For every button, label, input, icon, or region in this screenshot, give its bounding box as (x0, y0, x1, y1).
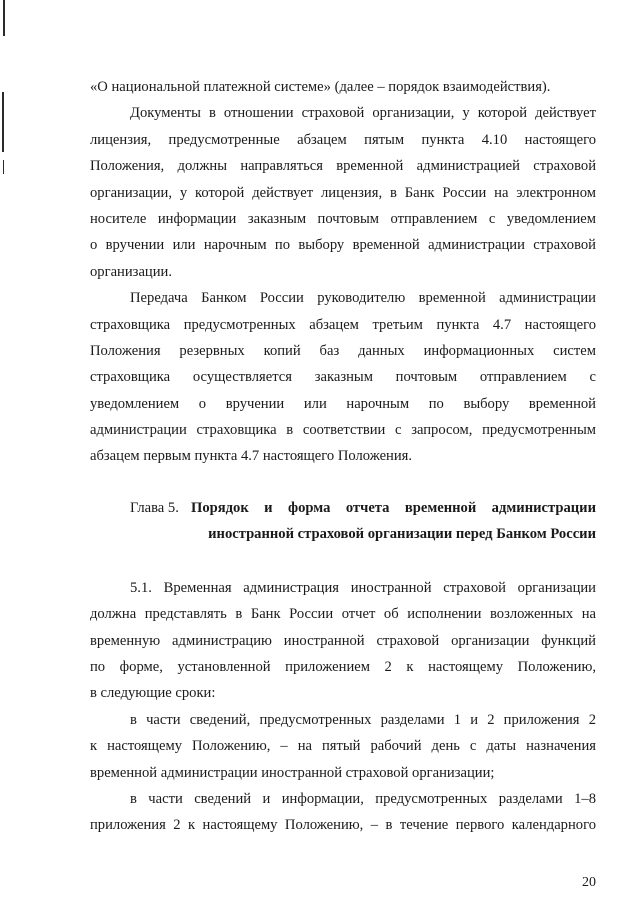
text-line: Положения, должны направляться временной администрацией страховой (90, 158, 596, 175)
document-page (90, 74, 596, 839)
page-number: 20 (582, 875, 596, 890)
text-line: организации, у которой действует лицензия, в Банк России на электронном (90, 184, 596, 201)
chapter-title-line: иностранной страховой организации перед Банком России (208, 526, 596, 543)
text-line: по форме, установленной приложением 2 к настоящему Положению, (90, 659, 596, 676)
text-line: приложения 2 к настоящему Положению, – в течение первого календарного (90, 817, 596, 834)
paragraph-documents (90, 100, 596, 285)
text-line: в части сведений, предусмотренных разделами 1 и 2 приложения 2 (130, 711, 596, 728)
text-line: временную администрацию иностранной страховой организации функций (90, 632, 596, 649)
text-line: абзацем первым пункта 4.7 настоящего Положения. (90, 448, 413, 465)
scan-mark-top (3, 0, 5, 36)
text-line: страховщика осуществляется заказным почтовым отправлением с (90, 369, 596, 386)
text-line: 5.1. Временная администрация иностранной страховой организации (130, 579, 596, 596)
scan-mark-lower (3, 160, 4, 174)
text-line: страховщика предусмотренных абзацем третьим пункта 4.7 настоящего (90, 316, 596, 333)
text-line: носителе информации заказным почтовым отправлением с уведомлением (90, 210, 596, 227)
chapter-title-line: Порядок и форма отчета временной администрации (191, 499, 596, 516)
paragraph-5-1 (90, 575, 596, 707)
paragraph-sections-1-2 (90, 707, 596, 786)
scan-mark-middle (2, 92, 4, 152)
text-line: «О национальной платежной системе» (далее – порядок взаимодействия). (90, 79, 551, 95)
text-line: в части сведений и информации, предусмотренных разделами 1–8 (130, 790, 596, 807)
text-line: о вручении или нарочным по выбору временной администрации страховой (90, 237, 596, 254)
text-line: к настоящему Положению, – на пятый рабочий день с даты назначения (90, 738, 596, 755)
chapter-label: Глава 5. (130, 499, 179, 516)
text-line: администрации страховщика в соответствии с запросом, предусмотренным (90, 422, 596, 439)
paragraph-sections-1-8 (90, 786, 596, 839)
text-line: лицензия, предусмотренные абзацем пятым пункта 4.10 настоящего (90, 131, 596, 148)
text-line: Передача Банком России руководителю временной администрации (130, 290, 596, 307)
text-line: организации. (90, 263, 172, 280)
chapter-heading (90, 495, 596, 551)
text-line: должна представлять в Банк России отчет об исполнении возложенных на (90, 606, 596, 623)
paragraph-intro (90, 74, 596, 100)
text-line: Положения резервных копий баз данных информационных систем (90, 342, 596, 359)
paragraph-transfer (90, 285, 596, 470)
text-line: в следующие сроки: (90, 685, 216, 702)
text-line: Документы в отношении страховой организации, у которой действует (130, 105, 596, 122)
text-line: уведомлением о вручении или нарочным по выбору временной (90, 395, 596, 412)
text-line: временной администрации иностранной страховой организации; (90, 764, 495, 781)
